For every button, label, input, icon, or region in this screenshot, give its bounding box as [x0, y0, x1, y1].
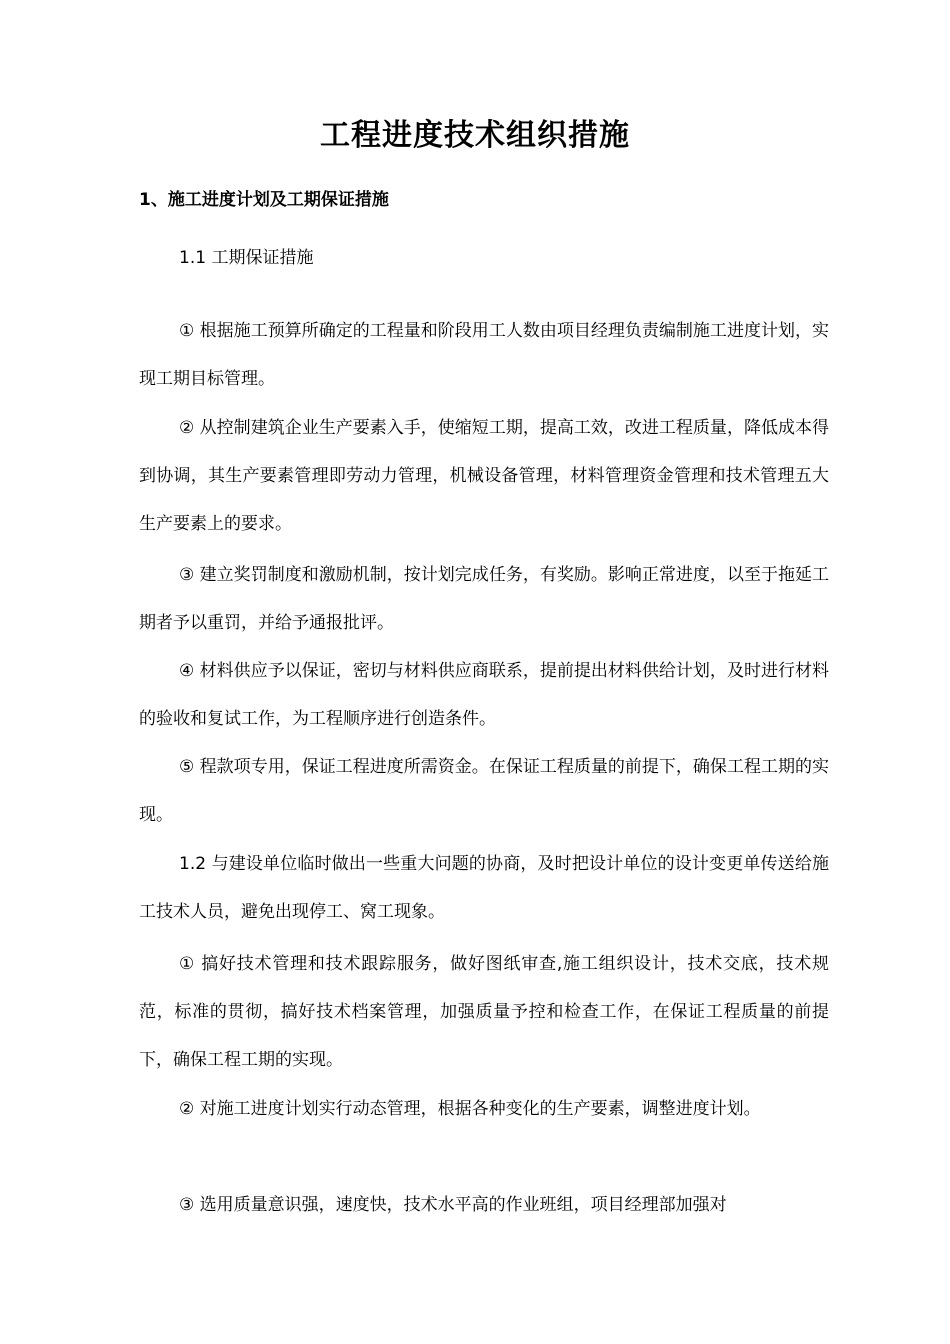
paragraph: ④ 材料供应予以保证，密切与材料供应商联系，提前提出材料供给计划，及时进行材料的验收和复试工作，为工程顺序进行创造条件。 — [139, 661, 829, 729]
paragraph: ③ 选用质量意识强，速度快，技术水平高的作业班组，项目经理部加强对 — [179, 1195, 727, 1215]
paragraph: ② 对施工进度计划实行动态管理，根据各种变化的生产要素，调整进度计划。 — [179, 1099, 761, 1119]
paragraph: ① 搞好技术管理和技术跟踪服务，做好图纸审查,施工组织设计，技术交底，技术规范，标准的贯彻，搞好技术档案管理，加强质量予控和检查工作，在保证工程质量的前提下，确保工程工期的实现。 — [139, 954, 829, 1070]
paragraph: ⑤ 程款项专用，保证工程进度所需资金。在保证工程质量的前提下，确保工程工期的实现。 — [139, 757, 829, 825]
section-heading: 1、施工进度计划及工期保证措施 — [139, 190, 389, 210]
paragraph: ② 从控制建筑企业生产要素入手，使缩短工期，提高工效，改进工程质量，降低成本得到协调，其生产要素管理即劳动力管理，机械设备管理，材料管理资金管理和技术管理五大生产要素上的要求。 — [139, 418, 829, 534]
subsection-heading: 1.1 工期保证措施 — [179, 248, 314, 268]
document-title: 工程进度技术组织措施 — [320, 118, 630, 153]
paragraph: 1.2 与建设单位临时做出一些重大问题的协商，及时把设计单位的设计变更单传送给施工技术人员，避免出现停工、窝工现象。 — [139, 854, 829, 922]
paragraph: ③ 建立奖罚制度和激励机制，按计划完成任务，有奖励。影响正常进度，以至于拖延工期者予以重罚，并给予通报批评。 — [139, 565, 829, 633]
paragraph: ① 根据施工预算所确定的工程量和阶段用工人数由项目经理负责编制施工进度计划，实现工期目标管理。 — [139, 321, 829, 389]
